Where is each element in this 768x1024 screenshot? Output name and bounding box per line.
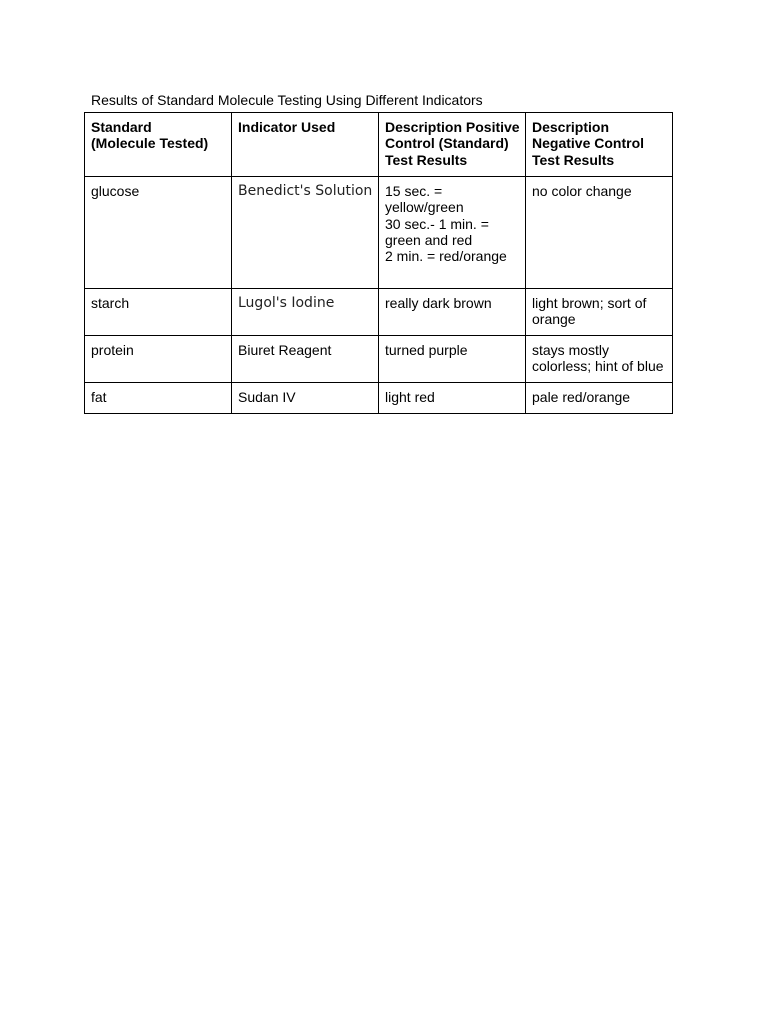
- cell-molecule: glucose: [85, 177, 232, 289]
- cell-positive-result: turned purple: [379, 336, 526, 383]
- table-row: [85, 289, 673, 336]
- results-table: [84, 112, 673, 414]
- cell-molecule: starch: [85, 289, 232, 336]
- cell-negative-result: no color change: [526, 177, 673, 289]
- cell-positive-result: 15 sec. = yellow/green 30 sec.- 1 min. = green and red 2 min. = red/orange: [379, 177, 526, 289]
- cell-positive-result: really dark brown: [379, 289, 526, 336]
- header-standard: Standard (Molecule Tested): [85, 113, 232, 177]
- cell-indicator: Benedict's Solution: [232, 177, 379, 289]
- table-header-row: [85, 113, 673, 177]
- cell-indicator: Sudan IV: [232, 383, 379, 414]
- table-row: [85, 336, 673, 383]
- cell-indicator: Biuret Reagent: [232, 336, 379, 383]
- table-caption: Results of Standard Molecule Testing Using Different Indicators: [91, 92, 483, 108]
- cell-molecule: protein: [85, 336, 232, 383]
- header-indicator-used: Indicator Used: [232, 113, 379, 177]
- table-row: [85, 177, 673, 289]
- cell-positive-result: light red: [379, 383, 526, 414]
- header-positive-control: Description Positive Control (Standard) Test Results: [379, 113, 526, 177]
- table-row: [85, 383, 673, 414]
- cell-molecule: fat: [85, 383, 232, 414]
- cell-negative-result: pale red/orange: [526, 383, 673, 414]
- cell-negative-result: stays mostly colorless; hint of blue: [526, 336, 673, 383]
- cell-negative-result: light brown; sort of orange: [526, 289, 673, 336]
- cell-indicator: Lugol's Iodine: [232, 289, 379, 336]
- header-negative-control: Description Negative Control Test Results: [526, 113, 673, 177]
